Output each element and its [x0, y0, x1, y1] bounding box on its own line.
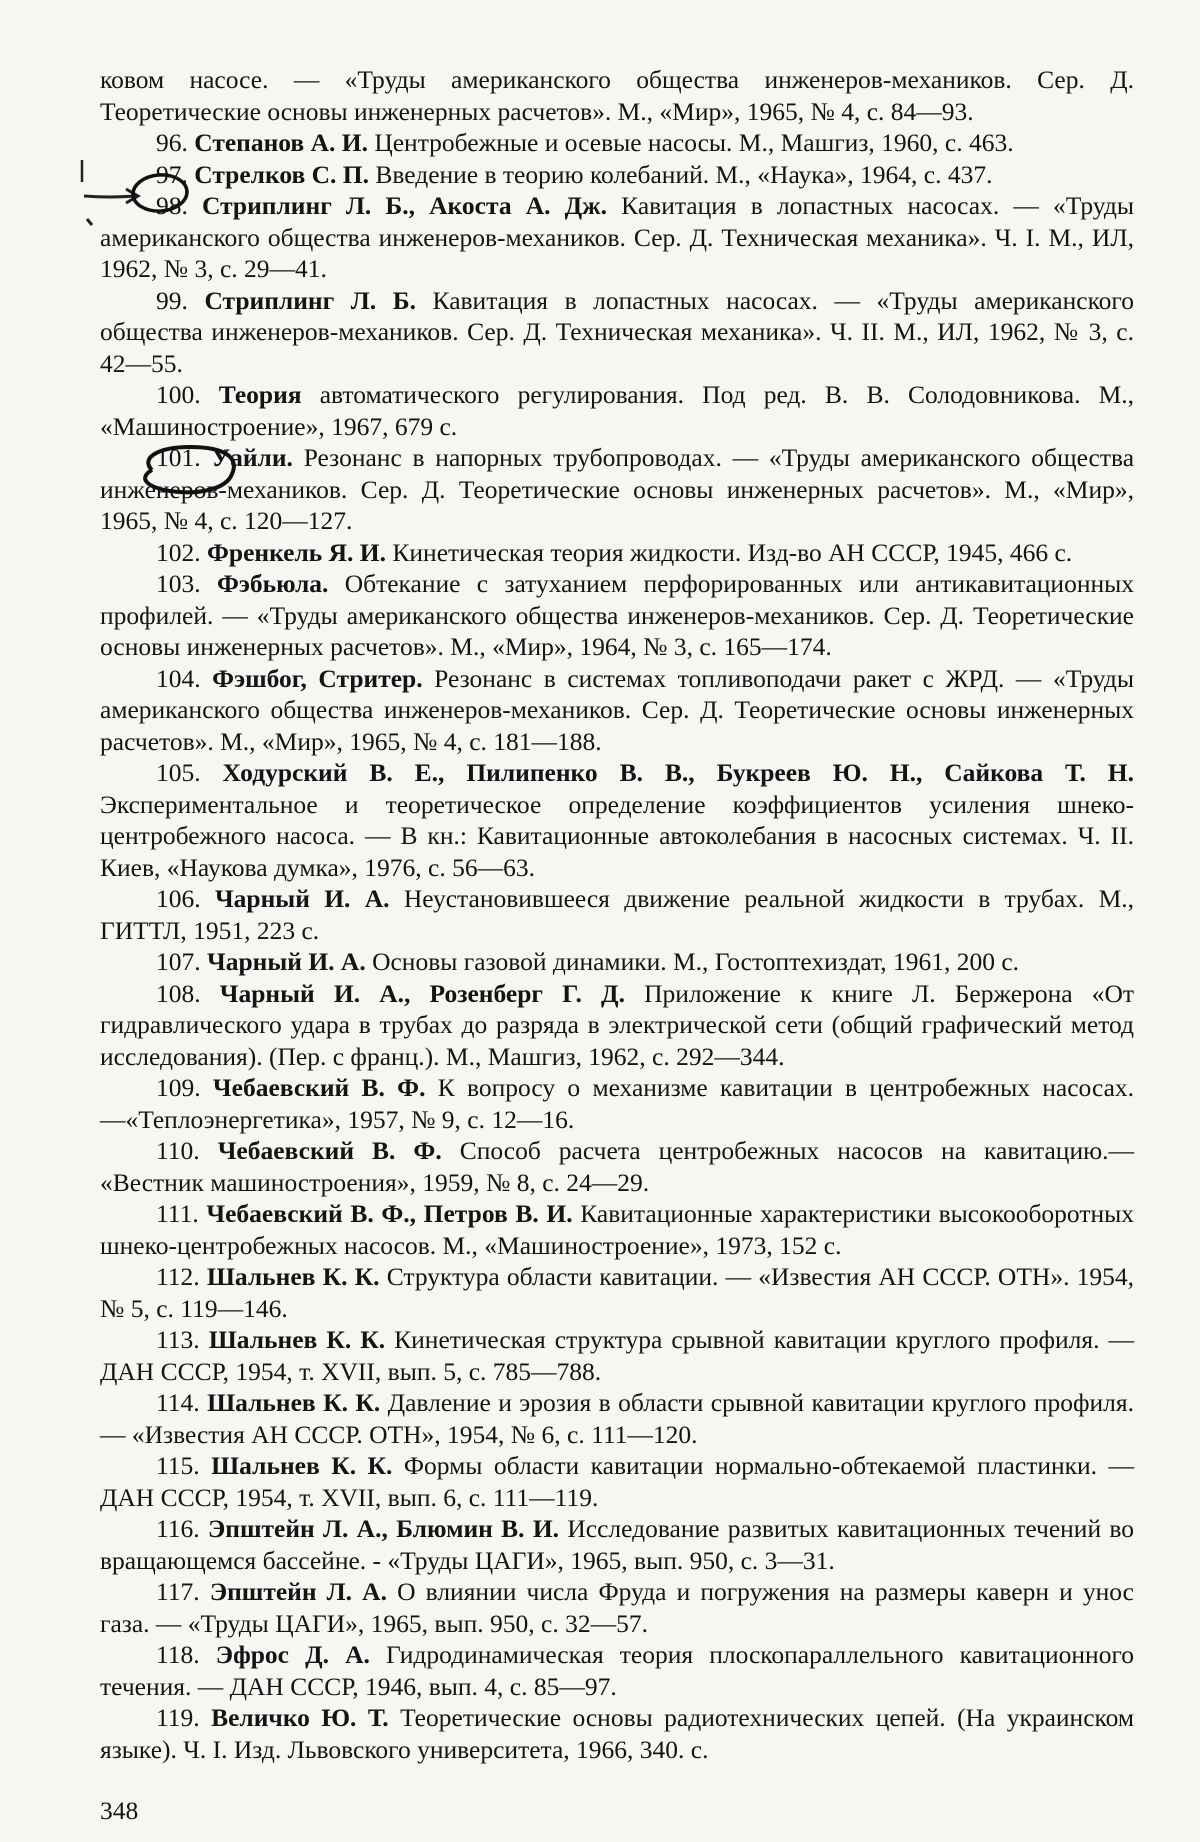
reference-number: 98. — [156, 191, 188, 220]
reference-text: Теоретические основы радиотехнических цепей. (На украинском языке). Ч. I. Изд. Львовского университета, 1966, 340. с. — [100, 1703, 1135, 1764]
reference-text: Гидродинамическая теория плоскопараллельного кавитационного течения. — ДАН СССР, 1946, вып. 4, с. 85—97. — [100, 1640, 1135, 1701]
reference-number: 107. — [156, 947, 201, 976]
reference-text: ковом насосе. — «Труды американского общества инженеров-механиков. Сер. Д. Теоретические основы инженерных расчетов». М., «Мир», 1965, № 4, с. 84—93. — [100, 65, 1134, 126]
reference-author: Чебаевский В. Ф. — [212, 1073, 426, 1102]
reference-number: 110. — [156, 1136, 200, 1165]
reference-author: Чарный И. А. — [207, 947, 366, 976]
reference-entry-113 — [100, 1324, 1134, 1387]
reference-author: Френкель Я. И. — [207, 537, 387, 567]
reference-author: Шальнев К. К. — [207, 1388, 381, 1417]
reference-number: 108. — [156, 978, 201, 1008]
reference-text: Неустановившееся движение реальной жидкости в трубах. М., ГИТТЛ, 1951, 223 с. — [100, 884, 1135, 945]
reference-number: 102. — [156, 537, 201, 567]
reference-text: Кавитация в лопастных насосах. — «Труды американского общества инженеров-механиков. Сер. Д. Техническая механика». Ч. I. М., ИЛ, 1962, № 3, с. 29—41. — [100, 191, 1135, 283]
reference-author: Уайли. — [211, 443, 293, 472]
reference-author: Стрелков С. П. — [194, 159, 369, 189]
reference-entry-118 — [100, 1639, 1134, 1702]
reference-entry-112 — [100, 1261, 1134, 1324]
reference-entry-119 — [100, 1702, 1134, 1765]
reference-author: Эпштейн Л. А., Блюмин В. И. — [207, 1514, 560, 1543]
reference-text: Способ расчета центробежных насосов на кавитацию.— «Вестник машиностроения», 1959, № 8, с. 24—29. — [100, 1136, 1135, 1197]
reference-text: Кинетическая структура срывной кавитации круглого профиля. — ДАН СССР, 1954, т. XVII, вып. 5, с. 785—788. — [100, 1325, 1135, 1386]
reference-entry-106 — [100, 883, 1134, 946]
reference-text: Структура области кавитации. — «Известия АН СССР. ОТН». 1954, № 5, с. 119—146. — [100, 1262, 1135, 1323]
reference-text: Основы газовой динамики. М., Гостоптехиздат, 1961, 200 с. — [372, 947, 1020, 976]
reference-entry-103 — [100, 568, 1134, 663]
reference-author: Ходурский В. Е., Пилипенко В. В., Букреев Ю. Н., Сайкова Т. Н. — [222, 758, 1134, 787]
reference-entry-98 — [100, 190, 1134, 285]
reference-entry-109 — [100, 1072, 1134, 1135]
reference-entry-104 — [100, 663, 1134, 758]
reference-text: Резонанс в напорных трубопроводах. — «Труды американского общества инженеров-механиков. Сер. Д. Теоретические основы инженерных расчетов». М., «Мир», 1965, № 4, с. 120—127. — [100, 443, 1135, 535]
reference-number: 111. — [156, 1199, 199, 1228]
reference-number: 103. — [156, 569, 201, 598]
reference-entry-116 — [100, 1513, 1134, 1576]
reference-number: 116. — [156, 1514, 200, 1543]
reference-entry-111 — [100, 1198, 1134, 1261]
reference-author: Эфрос Д. А. — [215, 1640, 370, 1669]
reference-author: Чарный И. А. — [214, 884, 390, 913]
reference-entry-108 — [100, 978, 1134, 1073]
reference-entry-117 — [100, 1576, 1134, 1639]
reference-entry-101 — [100, 442, 1134, 537]
reference-number: 101. — [156, 443, 201, 472]
reference-number: 97. — [156, 159, 188, 189]
reference-text: Давление и эрозия в области срывной кавитации круглого профиля. — «Известия АН СССР. ОТН», 1954, № 6, с. 111—120. — [100, 1388, 1135, 1449]
reference-number: 96. — [156, 128, 188, 157]
page-number: 348 — [100, 1796, 139, 1825]
reference-number: 100. — [156, 380, 201, 409]
reference-text: Приложение к книге Л. Бержерона «От гидравлического удара в трубах до разряда в электрической сети (общий графический метод исследования). (Пер. с франц.). М., Машгиз, 1962, с. 292—344. — [100, 978, 1135, 1071]
reference-text: К вопросу о механизме кавитации в центробежных насосах.—«Теплоэнергетика», 1957, № 9, с. 12—16. — [100, 1073, 1135, 1134]
reference-number: 115. — [156, 1451, 200, 1480]
reference-author: Чебаевский В. Ф. — [217, 1136, 442, 1165]
reference-text: Кинетическая теория жидкости. Изд-во АН СССР, 1945, 466 с. — [392, 537, 1073, 567]
reference-entry-115 — [100, 1450, 1134, 1513]
reference-text: Экспериментальное и теоретическое определение коэффициентов усиления шнеко-центробежного насоса. — В кн.: Кавитационные автоколебания в насосных системах. Ч. II. Киев, «Наукова думка», 1976, с. 56—63. — [100, 789, 1134, 882]
reference-number: 106. — [156, 884, 201, 913]
reference-author: Фэшбог, Стритер. — [212, 663, 423, 693]
reference-author: Величко Ю. Т. — [211, 1703, 389, 1732]
reference-entry-continued — [100, 64, 1134, 127]
reference-text: О влиянии числа Фруда и погружения на размеры каверн и унос газа. — «Труды ЦАГИ», 1965, вып. 950, с. 32—57. — [100, 1577, 1134, 1638]
reference-number: 104. — [156, 663, 201, 693]
reference-number: 112. — [156, 1262, 200, 1291]
reference-author: Стриплинг Л. Б., Акоста А. Дж. — [202, 191, 608, 220]
reference-number: 118. — [156, 1640, 200, 1669]
reference-number: 113. — [156, 1325, 200, 1354]
reference-text: Резонанс в системах топливоподачи ракет с ЖРД. — «Труды американского общества инженеров-механиков. Сер. Д. Теоретические основы инженерных расчетов». М., «Мир», 1965, № 4, с. 181—188. — [100, 663, 1135, 756]
reference-number: 109. — [156, 1073, 201, 1102]
reference-number: 114. — [156, 1388, 200, 1417]
reference-text: Обтекание с затуханием перфорированных или антикавитационных профилей. — «Труды американского общества инженеров-механиков. Сер. Д. Теоретические основы инженерных расчетов». М., «Мир», 1964, № 3, с. 165—174. — [100, 569, 1134, 661]
reference-list — [100, 64, 1134, 1765]
reference-entry-97 — [100, 159, 1134, 191]
reference-text: Исследование развитых кавитационных течений во вращающемся бассейне. - «Труды ЦАГИ», 1965, вып. 950, с. 3—31. — [100, 1514, 1134, 1575]
reference-text: Кавитация в лопастных насосах. — «Труды американского общества инженеров-механиков. Сер. Д. Техническая механика». Ч. II. М., ИЛ, 1962, № 3, с. 42—55. — [100, 285, 1135, 378]
reference-entry-96 — [100, 127, 1134, 159]
reference-author: Чебаевский В. Ф., Петров В. И. — [206, 1199, 573, 1228]
reference-entry-102 — [100, 537, 1134, 569]
reference-author: Эпштейн Л. А. — [209, 1577, 387, 1606]
reference-author: Степанов А. И. — [194, 128, 368, 157]
reference-entry-114 — [100, 1387, 1134, 1450]
reference-number: 119. — [156, 1703, 200, 1732]
reference-text: Центробежные и осевые насосы. М., Машгиз, 1960, с. 463. — [374, 128, 1014, 157]
reference-author: Шальнев К. К. — [211, 1451, 393, 1480]
reference-entry-110 — [100, 1135, 1134, 1198]
reference-author: Шальнев К. К. — [208, 1325, 386, 1354]
reference-text: Формы области кавитации нормально-обтекаемой пластинки. — ДАН СССР, 1954, т. XVII, вып. 6, с. 111—119. — [100, 1451, 1135, 1512]
reference-text: Кавитационные характеристики высокооборотных шнеко-центробежных насосов. М., «Машиностроение», 1973, 152 с. — [100, 1199, 1135, 1260]
reference-entry-107 — [100, 946, 1134, 978]
reference-author: Чарный И. А., Розенберг Г. Д. — [219, 978, 625, 1008]
reference-text: Теория автоматического регулирования. Под ред. В. В. Солодовникова. М., «Машиностроение», 1967, 679 с. — [100, 380, 1135, 441]
reference-author: Шальнев К. К. — [206, 1262, 380, 1291]
reference-number: 99. — [156, 285, 188, 315]
reference-title-lead: Теория — [218, 380, 302, 409]
reference-text: Введение в теорию колебаний. М., «Наука», 1964, с. 437. — [375, 159, 993, 189]
reference-entry-99 — [100, 285, 1134, 380]
reference-entry-100 — [100, 379, 1134, 442]
reference-number: 105. — [156, 758, 201, 787]
margin-dot-mark — [87, 219, 92, 225]
reference-author: Фэбьюла. — [216, 569, 329, 598]
reference-author: Стриплинг Л. Б. — [204, 285, 416, 315]
reference-entry-105 — [100, 757, 1134, 883]
reference-number: 117. — [156, 1577, 200, 1606]
